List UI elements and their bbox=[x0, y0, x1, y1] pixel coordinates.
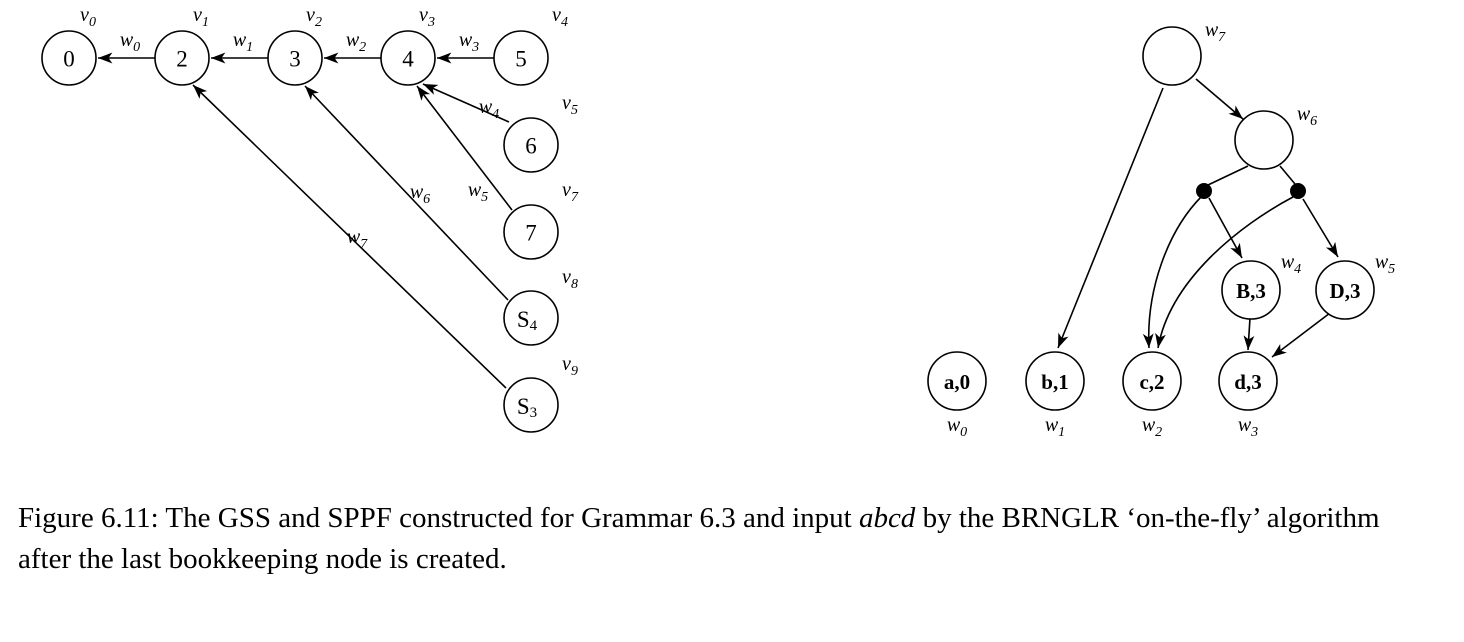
sppf-node-label: c,2 bbox=[1139, 370, 1165, 394]
caption-line-2: the BRNGLR ‘on-the-fly’ algorithm after the last bookkeeping node is created. bbox=[18, 502, 1380, 576]
gss-node-v5[interactable] bbox=[504, 92, 578, 172]
sppf-node-label: d,3 bbox=[1234, 370, 1262, 394]
gss-edge-label-w0: $w_0$ bbox=[119, 29, 141, 55]
figure-caption bbox=[18, 498, 1438, 580]
sppf-edge-w7-w1 bbox=[1058, 88, 1163, 348]
sppf-node-tag: $w_0$ bbox=[946, 414, 968, 440]
sppf-packed-node-left[interactable] bbox=[1196, 183, 1212, 199]
gss-node-v0[interactable] bbox=[42, 4, 96, 85]
gss-node-label: 6 bbox=[525, 133, 537, 159]
sppf-node-w0[interactable] bbox=[928, 352, 986, 440]
gss-node-tag: $v_7$ bbox=[562, 179, 578, 205]
sppf-node-tag: $w_3$ bbox=[1237, 414, 1259, 440]
gss-node-label: $S_4$ bbox=[516, 306, 538, 334]
sppf-group bbox=[928, 19, 1395, 440]
caption-line-1-part-2: by bbox=[915, 502, 952, 534]
gss-node-tag: $v_3$ bbox=[419, 4, 435, 30]
gss-node-tag: $v_8$ bbox=[562, 266, 578, 292]
sppf-node-w4[interactable] bbox=[1222, 251, 1301, 319]
gss-node-v9[interactable] bbox=[504, 353, 578, 432]
gss-node-label: 3 bbox=[289, 46, 301, 72]
sppf-node-circle bbox=[1143, 27, 1201, 85]
sppf-edge-w6-p1 bbox=[1208, 166, 1248, 185]
gss-node-v2[interactable] bbox=[268, 4, 322, 85]
sppf-edge-w6-p2 bbox=[1280, 166, 1295, 184]
sppf-node-tag: $w_1$ bbox=[1044, 414, 1066, 440]
gss-edge-label-w2: $w_2$ bbox=[345, 29, 367, 55]
sppf-node-w1[interactable] bbox=[1026, 352, 1084, 440]
sppf-edge-w5-w3 bbox=[1272, 313, 1330, 357]
sppf-packed-node-right[interactable] bbox=[1290, 183, 1306, 199]
gss-edge-label-w1: $w_1$ bbox=[232, 29, 254, 55]
gss-edge-label-w6: $w_6$ bbox=[409, 181, 431, 207]
gss-edge-label-w5: $w_5$ bbox=[467, 179, 489, 205]
gss-node-tag: $v_1$ bbox=[193, 4, 209, 30]
gss-node-label: 0 bbox=[63, 46, 75, 72]
gss-node-tag: $v_2$ bbox=[306, 4, 322, 30]
gss-edge-label-w4: $w_4$ bbox=[478, 96, 500, 122]
sppf-node-tag: $w_7$ bbox=[1204, 19, 1226, 45]
sppf-node-label: D,3 bbox=[1329, 279, 1361, 303]
gss-node-label: 2 bbox=[176, 46, 188, 72]
gss-group bbox=[42, 4, 579, 432]
sppf-node-w5[interactable] bbox=[1316, 251, 1395, 319]
gss-node-label: 5 bbox=[515, 46, 527, 72]
sppf-edge-p1-w4 bbox=[1209, 198, 1242, 258]
sppf-node-label: b,1 bbox=[1041, 370, 1069, 394]
gss-node-label: 4 bbox=[402, 46, 414, 72]
caption-input-string: abcd bbox=[858, 502, 916, 534]
sppf-node-circle bbox=[1235, 111, 1293, 169]
sppf-edge-w4-w3 bbox=[1248, 318, 1250, 350]
sppf-node-label: a,0 bbox=[943, 370, 971, 394]
sppf-edge-p2-w5 bbox=[1303, 199, 1338, 257]
gss-node-v1[interactable] bbox=[155, 4, 209, 85]
sppf-node-w3[interactable] bbox=[1219, 352, 1277, 440]
gss-node-tag: $v_4$ bbox=[552, 4, 568, 30]
gss-node-tag: $v_5$ bbox=[562, 92, 578, 118]
sppf-node-label: B,3 bbox=[1236, 279, 1266, 303]
gss-node-v8[interactable] bbox=[504, 266, 578, 345]
gss-node-v3[interactable] bbox=[381, 4, 435, 85]
gss-node-label: $S_3$ bbox=[516, 393, 538, 421]
gss-edge-label-w7: $w_7$ bbox=[346, 226, 368, 252]
sppf-edge-p1-w2 bbox=[1149, 196, 1202, 348]
gss-edge-w5 bbox=[417, 86, 512, 210]
gss-node-v7[interactable] bbox=[504, 179, 579, 259]
sppf-edge-w7-w6 bbox=[1196, 79, 1243, 119]
sppf-node-w2[interactable] bbox=[1123, 352, 1181, 440]
sppf-node-w7[interactable] bbox=[1143, 19, 1226, 85]
sppf-node-tag: $w_5$ bbox=[1374, 251, 1396, 277]
gss-node-v4[interactable] bbox=[494, 4, 568, 85]
gss-node-tag: $v_9$ bbox=[562, 353, 578, 379]
sppf-node-tag: $w_6$ bbox=[1296, 103, 1318, 129]
sppf-node-w6[interactable] bbox=[1235, 103, 1317, 169]
gss-edge-label-w3: $w_3$ bbox=[458, 29, 480, 55]
gss-node-tag: $v_0$ bbox=[80, 4, 96, 30]
caption-line-1-part-1: Figure 6.11: The GSS and SPPF constructed for Grammar 6.3 and input bbox=[18, 502, 859, 534]
sppf-node-tag: $w_2$ bbox=[1141, 414, 1163, 440]
gss-node-label: 7 bbox=[525, 220, 537, 246]
sppf-node-tag: $w_4$ bbox=[1280, 251, 1302, 277]
gss-edges bbox=[98, 58, 512, 388]
